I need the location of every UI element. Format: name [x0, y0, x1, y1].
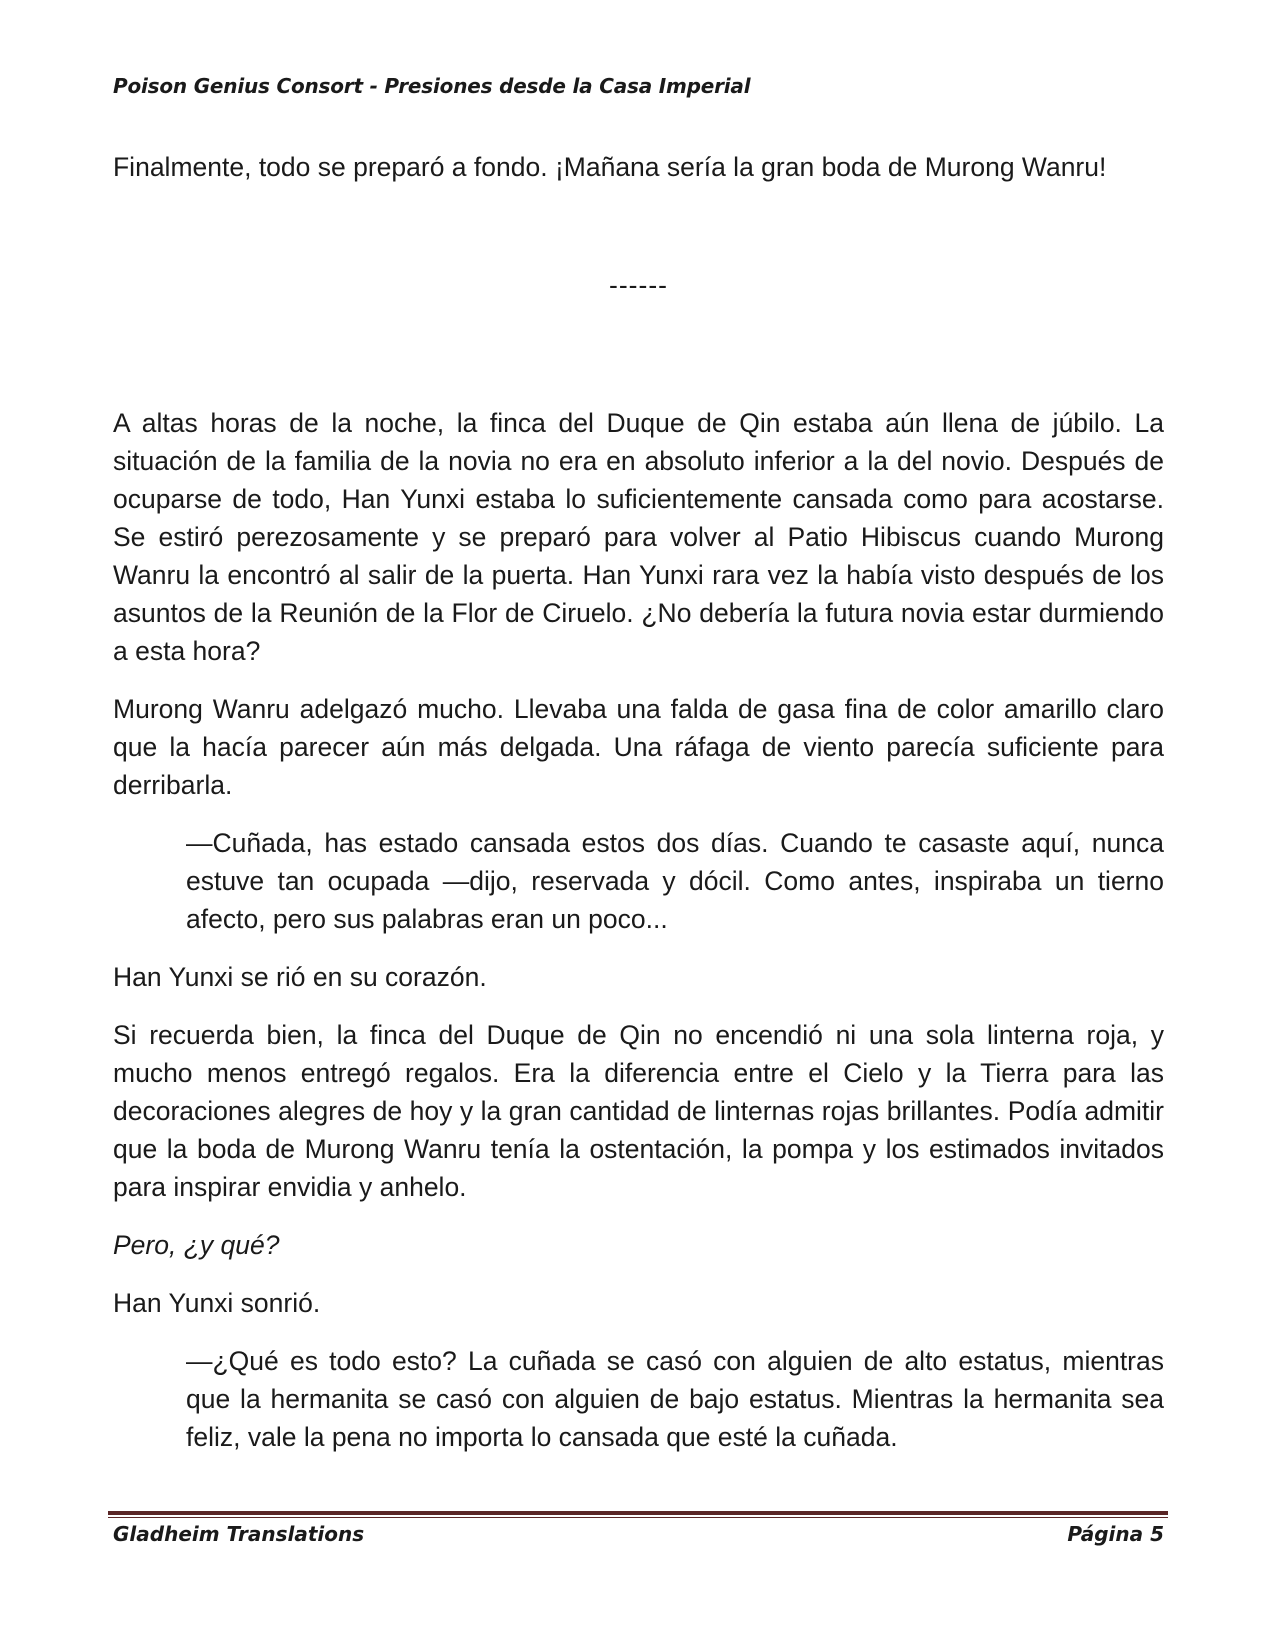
- paragraph-3: Murong Wanru adelgazó mucho. Llevaba una falda de gasa fina de color amarillo claro que la hacía parecer aún más delgada. Una ráfaga de viento parecía suficiente para derribarla.: [113, 694, 1164, 800]
- footer-credit: Gladheim Translations: [113, 1522, 365, 1546]
- dialogue-paragraph-2: —¿Qué es todo esto? La cuñada se casó con alguien de alto estatus, mientras que la hermanita se casó con alguien de bajo estatus. Mientras la hermanita sea feliz, vale la pena no importa lo cansada que esté la cuñada.: [186, 1346, 1164, 1452]
- paragraph-2: A altas horas de la noche, la finca del Duque de Qin estaba aún llena de júbilo. La situación de la familia de la novia no era en absoluto inferior a la del novio. Después de ocuparse de todo, Han Yunxi estaba lo suficientemente cansada como para acostarse. Se estiró perezosamente y se preparó para volver al Patio Hibiscus cuando Murong Wanru la encontró al salir de la puerta. Han Yunxi rara vez la había visto después de los asuntos de la Reunión de la Flor de Ciruelo. ¿No debería la futura novia estar durmiendo a esta hora?: [113, 408, 1164, 666]
- paragraph-5: Han Yunxi se rió en su corazón.: [113, 962, 487, 992]
- paragraph-1: Finalmente, todo se preparó a fondo. ¡Mañana sería la gran boda de Murong Wanru!: [113, 152, 1107, 182]
- footer-rule: [108, 1511, 1168, 1519]
- paragraph-7-italic: Pero, ¿y qué?: [113, 1230, 280, 1260]
- footer-rule-thin: [108, 1517, 1168, 1518]
- paragraph-8: Han Yunxi sonrió.: [113, 1288, 321, 1318]
- scene-break: ------: [609, 270, 668, 300]
- document-body: [113, 148, 1164, 1476]
- running-header: Poison Genius Consort - Presiones desde la Casa Imperial: [113, 74, 751, 98]
- footer-rule-thick: [108, 1511, 1168, 1515]
- page-number: Página 5: [1067, 1522, 1164, 1546]
- paragraph-6: Si recuerda bien, la finca del Duque de Qin no encendió ni una sola linterna roja, y mucho menos entregó regalos. Era la diferencia entre el Cielo y la Tierra para las decoraciones alegres de hoy y la gran cantidad de linternas rojas brillantes. Podía admitir que la boda de Murong Wanru tenía la ostentación, la pompa y los estimados invitados para inspirar envidia y anhelo.: [113, 1020, 1164, 1202]
- dialogue-paragraph-1: —Cuñada, has estado cansada estos dos días. Cuando te casaste aquí, nunca estuve tan ocupada —dijo, reservada y dócil. Como antes, inspiraba un tierno afecto, pero sus palabras eran un poco...: [186, 828, 1164, 934]
